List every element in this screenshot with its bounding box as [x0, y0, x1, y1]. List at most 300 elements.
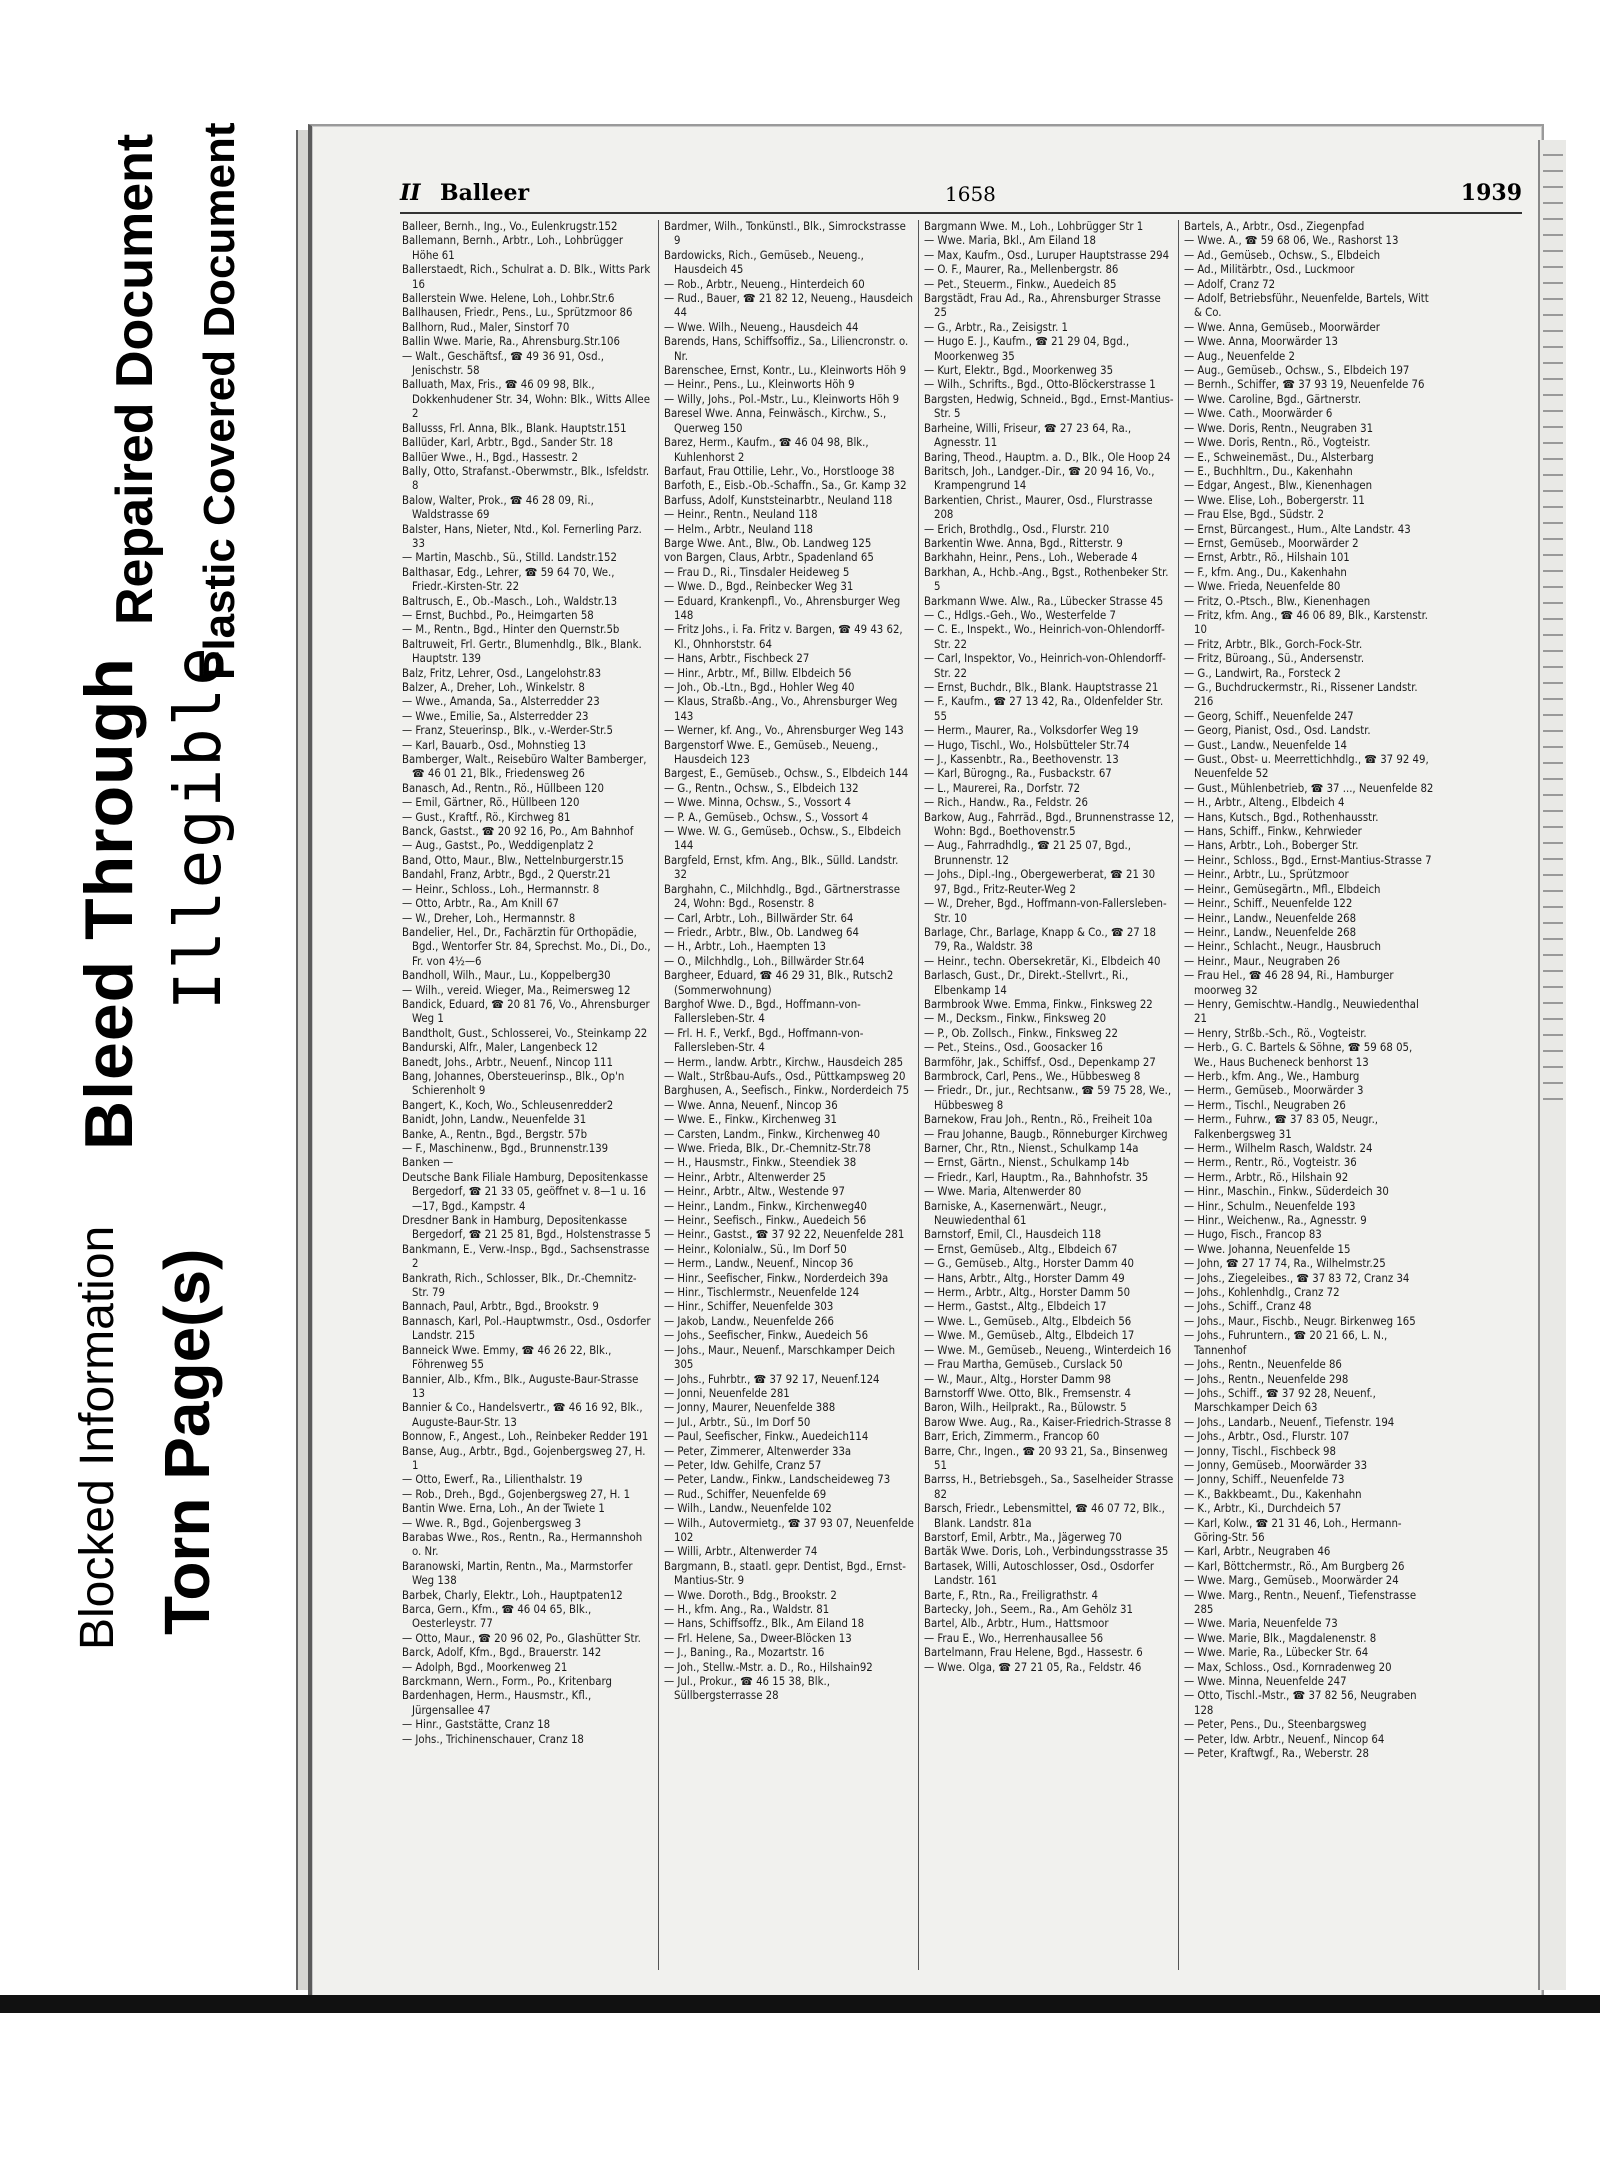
directory-entry: — Adolf, Betriebsführ., Neuenfelde, Bartels, Witt & Co. [1184, 292, 1429, 320]
directory-entry: — Willy, Johs., Pol.-Mstr., Lu., Kleinworts Höh 9 [664, 392, 900, 406]
directory-entry: Bankrath, Rich., Schlosser, Blk., Dr.-Chemnitz-Str. 79 [402, 1271, 637, 1300]
directory-entry: — Wwe. Doroth., Bdg., Brookstr. 2 [664, 1588, 837, 1602]
edge-text-line [1543, 330, 1563, 332]
directory-entry: — Herm., Rentr., Rö., Vogteistr. 36 [1184, 1156, 1357, 1170]
directory-entry: — Henry, Gemischtw.-Handlg., Neuwiedenthal 21 [1184, 997, 1419, 1026]
directory-entry: — H., Hausmstr., Finkw., Steendiek 38 [664, 1156, 857, 1170]
directory-entry: Barge Wwe. Ant., Blw., Ob. Landweg 125 [664, 536, 872, 550]
directory-entry: — Aug., Fahrradhdlg., ☎ 21 25 07, Bgd., Brunnenstr. 12 [924, 839, 1132, 867]
directory-entry: — Wwe. Elise, Loh., Bobergerstr. 11 [1184, 493, 1365, 507]
directory-entry: — Jul., Arbtr., Sü., Im Dorf 50 [664, 1415, 811, 1429]
edge-text-line [1543, 154, 1563, 156]
directory-entry: — Georg, Schiff., Neuenfelde 247 [1184, 709, 1354, 723]
directory-entry: — Hinr., Arbtr., Mf., Billw. Elbdeich 56 [664, 666, 852, 680]
directory-entry: — Heinr., Schloss., Bgd., Ernst-Mantius-Strasse 7 [1184, 853, 1432, 867]
directory-entry: — Wilh., vereid. Wieger, Ma., Reimersweg 12 [402, 983, 631, 997]
directory-entry: Bangert, K., Koch, Wo., Schleusenredder2 [402, 1098, 614, 1112]
directory-entry: Barfoth, E., Eisb.-Ob.-Schaffn., Sa., Gr. Kamp 32 [664, 479, 907, 493]
directory-entry: — Erich, Brothdlg., Osd., Flurstr. 210 [924, 522, 1110, 536]
edge-text-line [1543, 522, 1563, 524]
directory-entry: Barghof Wwe. D., Bgd., Hoffmann-von-Fallersleben-Str. 4 [664, 997, 861, 1026]
directory-entry: — Ernst, Buchdr., Blk., Blank. Hauptstrasse 21 [924, 681, 1159, 694]
directory-entry: — Ernst, Gärtn., Nienst., Schulkamp 14b [924, 1156, 1130, 1170]
directory-entry: — Johs., Rentn., Neuenfelde 298 [1184, 1372, 1349, 1386]
directory-entry: Balz, Fritz, Lehrer, Osd., Langelohstr.83 [402, 666, 602, 680]
directory-entry: Bartelmann, Frau Helene, Bgd., Hassestr. 6 [924, 1646, 1143, 1660]
directory-entry: — Fritz, Büroang., Sü., Andersenstr. [1184, 652, 1365, 666]
directory-entry: — Eduard, Krankenpfl., Vo., Ahrensburger Weg 148 [664, 594, 901, 622]
directory-entry: — Fritz, Arbtr., Blk., Gorch-Fock-Str. [1184, 637, 1363, 651]
directory-entry: — Herm., landw. Arbtr., Kirchw., Hausdeich 285 [664, 1055, 904, 1069]
directory-entry: Barfuss, Adolf, Kunststeinarbtr., Neuland 118 [664, 493, 893, 507]
edge-text-line [1543, 250, 1563, 252]
directory-entry: — Carl, Arbtr., Loh., Billwärder Str. 64 [664, 911, 854, 925]
directory-entry: — Wwe. Wilh., Neueng., Hausdeich 44 [664, 320, 859, 334]
directory-entry: — Friedr., Arbtr., Blw., Ob. Landweg 64 [664, 925, 859, 939]
directory-entry: Baring, Theod., Hauptm. a. D., Blk., Ole Hoop 24 [924, 450, 1171, 464]
page-header [400, 180, 1522, 214]
directory-entry: Banasch, Ad., Rentn., Rö., Hüllbeen 120 [402, 781, 604, 795]
directory-column-1 [402, 220, 652, 1970]
edge-text-line [1543, 490, 1563, 492]
directory-entry: — Heinr., Arbtr., Altenwerder 25 [664, 1170, 826, 1184]
directory-entry: — Jul., Prokur., ☎ 46 15 38, Blk., Süllbergsterrasse 28 [664, 1675, 830, 1703]
directory-entry: Bandtholt, Gust., Schlosserei, Vo., Steinkamp 22 [402, 1026, 648, 1040]
edge-text-line [1543, 314, 1563, 316]
directory-entry: — Bernh., Schiffer, ☎ 37 93 19, Neuenfelde 76 [1184, 378, 1425, 392]
directory-entry: — Helm., Arbtr., Neuland 118 [664, 522, 813, 536]
directory-entry: — F., Kaufm., ☎ 27 13 42, Ra., Oldenfelder Str. 55 [924, 695, 1164, 723]
directory-entry: — Wwe. Anna, Gemüseb., Moorwärder [1184, 320, 1380, 334]
directory-entry: Bartasek, Willi, Autoschlosser, Osd., Osdorfer Landstr. 161 [924, 1559, 1155, 1588]
directory-entry: — Herm., Landw., Neuenf., Nincop 36 [664, 1257, 854, 1271]
edge-text-line [1543, 458, 1563, 460]
volume-number: II [400, 180, 421, 206]
directory-entry: — Herb., kfm. Ang., We., Hamburg [1184, 1069, 1360, 1083]
directory-entry: Barnekow, Frau Joh., Rentn., Rö., Freiheit 10a [924, 1113, 1153, 1127]
edge-text-line [1543, 1018, 1563, 1020]
directory-entry: Bargfeld, Ernst, kfm. Ang., Blk., Sülld. Landstr. 32 [664, 853, 899, 882]
directory-entry: — G., Gemüseb., Altg., Horster Damm 40 [924, 1257, 1134, 1271]
directory-entry: Banke, A., Rentn., Bgd., Bergstr. 57b [402, 1127, 588, 1141]
directory-entry: — Peter, Pens., Du., Steenbargsweg [1184, 1718, 1367, 1732]
directory-entry: Bandurski, Alfr., Maler, Langenbeck 12 [402, 1041, 598, 1055]
directory-entry: — Johs., Ziegeleibes., ☎ 37 83 72, Cranz 34 [1184, 1271, 1410, 1285]
directory-entry: — Edgar, Angest., Blw., Kienenhagen [1184, 479, 1373, 493]
directory-entry: — Johs., Schiff., ☎ 37 92 28, Neuenf., Marschkamper Deich 63 [1184, 1386, 1376, 1415]
directory-entry: — J., Kassenbtr., Ra., Beethovenstr. 13 [924, 753, 1119, 767]
edge-text-line [1543, 938, 1563, 940]
directory-entry: — Ad., Gemüseb., Ochsw., S., Elbdeich [1184, 248, 1381, 262]
directory-entry: — Peter, ldw. Arbtr., Neuenf., Nincop 64 [1184, 1732, 1385, 1746]
directory-entry: Bandholl, Wilh., Maur., Lu., Koppelberg30 [402, 969, 611, 983]
directory-entry: — Johs., Trichinenschauer, Cranz 18 [402, 1732, 584, 1746]
directory-entry: Barlage, Chr., Barlage, Knapp & Co., ☎ 27 18 79, Ra., Waldstr. 38 [924, 925, 1156, 954]
directory-entry: — Wilh., Landw., Neuenfelde 102 [664, 1502, 832, 1516]
directory-entry: — Wwe. Frieda, Blk., Dr.-Chemnitz-Str.78 [664, 1142, 871, 1155]
directory-entry: — Heinr., Pens., Lu., Kleinworts Höh 9 [664, 378, 855, 392]
directory-entry: — Ernst, Bürcangest., Hum., Alte Landstr. 43 [1184, 522, 1411, 536]
edge-text-line [1543, 986, 1563, 988]
directory-entry: — E., Buchhltrn., Du., Kakenhahn [1184, 464, 1353, 478]
directory-entry: Ballüder, Karl, Arbtr., Bgd., Sander Str. 18 [402, 436, 613, 450]
directory-entry: — Wwe., Emilie, Sa., Alsterredder 23 [402, 709, 589, 723]
edge-text-line [1543, 554, 1563, 556]
directory-entry: Bartel, Alb., Arbtr., Hum., Hattsmoor [924, 1617, 1109, 1631]
directory-entry: — F., Maschinenw., Bgd., Brunnenstr.139 [402, 1142, 609, 1155]
directory-entry: — Max, Kaufm., Osd., Luruper Hauptstrasse 294 [924, 248, 1170, 262]
directory-entry: Banidt, John, Landw., Neuenfelde 31 [402, 1113, 587, 1127]
directory-entry: — Rob., Dreh., Bgd., Gojenbergsweg 27, H. 1 [402, 1487, 631, 1501]
directory-entry: Barstorf, Emil, Arbtr., Ma., Jägerweg 70 [924, 1530, 1122, 1544]
column-divider [1178, 220, 1179, 1970]
directory-column-3 [924, 220, 1174, 1970]
directory-entry: — Pet., Steuerm., Finkw., Auedeich 85 [924, 277, 1117, 291]
directory-entry: Barghusen, A., Seefisch., Finkw., Norderdeich 75 [664, 1084, 910, 1098]
directory-entry: Banken — [402, 1156, 454, 1170]
directory-entry: Ballin Wwe. Marie, Ra., Ahrensburg.Str.106 [402, 335, 620, 349]
directory-entry: Band, Otto, Maur., Blw., Nettelnburgerstr.15 [402, 853, 624, 867]
header-keyword: Balleer [440, 180, 530, 206]
directory-entry: — Wwe. Marie, Ra., Lübecker Str. 64 [1184, 1646, 1369, 1660]
directory-entry: Barabas Wwe., Ros., Rentn., Ra., Hermannshoh o. Nr. [402, 1530, 643, 1559]
directory-entry: Barrss, H., Betriebsgeh., Sa., Saselheider Strasse 82 [924, 1473, 1174, 1501]
edge-text-line [1543, 762, 1563, 764]
directory-entry: — Max, Schloss., Osd., Kornradenweg 20 [1184, 1660, 1392, 1674]
directory-entry: — Frau Hel., ☎ 46 28 94, Ri., Hamburger moorweg 32 [1184, 969, 1394, 997]
directory-entry: — Wwe. M., Gemüseb., Altg., Elbdeich 17 [924, 1329, 1135, 1343]
directory-entry: Barbek, Charly, Elektr., Loh., Hauptpaten12 [402, 1588, 623, 1602]
directory-entry: Barkmann Wwe. Alw., Ra., Lübecker Strasse 45 [924, 594, 1164, 608]
directory-entry: — Frau Martha, Gemüseb., Curslack 50 [924, 1358, 1123, 1372]
directory-entry: — Wwe. Minna, Ochsw., S., Vossort 4 [664, 796, 851, 810]
directory-entry: — Otto, Maur., ☎ 20 96 02, Po., Glashütter Str. [402, 1631, 641, 1645]
directory-entry: — C., Hdlgs.-Geh., Wo., Westerfelde 7 [924, 608, 1116, 622]
directory-entry: — Otto, Tischl.-Mstr., ☎ 37 82 56, Neugraben 128 [1184, 1689, 1417, 1717]
directory-entry: Dresdner Bank in Hamburg, Depositenkasse Bergedorf, ☎ 21 25 81, Bgd., Holstenstrasse 5 [402, 1214, 651, 1242]
directory-entry: — Herm., Gastst., Altg., Elbdeich 17 [924, 1300, 1107, 1314]
directory-entry: — Adolf, Cranz 72 [1184, 277, 1276, 291]
directory-entry: — Ernst, Gemüseb., Moorwärder 2 [1184, 536, 1359, 550]
directory-entry: — Gust., Kraftf., Rö., Kirchweg 81 [402, 810, 571, 824]
directory-entry: Barck, Adolf, Kfm., Bgd., Brauerstr. 142 [402, 1646, 602, 1660]
directory-entry: Bannach, Paul, Arbtr., Bgd., Brookstr. 9 [402, 1300, 599, 1314]
directory-entry: — Hans, Kutsch., Bgd., Rothenhausstr. [1184, 810, 1379, 824]
directory-entry: — Hugo, Tischl., Wo., Holsbütteler Str.74 [924, 738, 1130, 752]
directory-entry: Bartäk Wwe. Doris, Loh., Verbindungsstrasse 35 [924, 1545, 1169, 1559]
directory-entry: Barca, Gern., Kfm., ☎ 46 04 65, Blk., Oesterleystr. 77 [402, 1603, 592, 1631]
edge-text-line [1543, 842, 1563, 844]
directory-entry: — Karl, Böttchermstr., Rö., Am Burgberg 26 [1184, 1559, 1405, 1573]
scan-bottom-border [0, 1995, 1600, 2013]
edge-text-line [1543, 202, 1563, 204]
edge-text-line [1543, 570, 1563, 572]
directory-column-2 [664, 220, 914, 1970]
edge-text-line [1543, 186, 1563, 188]
directory-entry: — Heinr., Landw., Neuenfelde 268 [1184, 911, 1357, 925]
directory-entry: Balthasar, Edg., Lehrer, ☎ 59 64 70, We., Friedr.-Kirsten-Str. 22 [402, 565, 615, 594]
directory-entry: Bally, Otto, Strafanst.-Oberwmstr., Blk., Isfeldstr. 8 [402, 464, 650, 493]
directory-entry: — Frau E., Wo., Herrenhausallee 56 [924, 1631, 1104, 1645]
directory-entry: — Henry, Strßb.-Sch., Rö., Vogteistr. [1184, 1026, 1367, 1040]
directory-entry: — Hans, Arbtr., Loh., Boberger Str. [1184, 839, 1359, 853]
edge-text-line [1543, 474, 1563, 476]
directory-entry: Deutsche Bank Filiale Hamburg, Depositenkasse Bergedorf, ☎ 21 33 05, geöffnet v. 8—1 u. 16—17, Bgd., Kampstr. 4 [402, 1170, 648, 1213]
directory-entry: Banneick Wwe. Emmy, ☎ 46 26 22, Blk., Föhrenweg 55 [402, 1343, 612, 1372]
edge-text-line [1543, 426, 1563, 428]
directory-entry: Barow Wwe. Aug., Ra., Kaiser-Friedrich-Strasse 8 [924, 1415, 1172, 1429]
directory-entry: Barmbrook Wwe. Emma, Finkw., Finksweg 22 [924, 997, 1153, 1011]
edge-text-line [1543, 730, 1563, 732]
directory-entry: Balster, Hans, Nieter, Ntd., Kol. Fernerling Parz. 33 [402, 522, 642, 550]
edge-text-line [1543, 890, 1563, 892]
edge-text-line [1543, 298, 1563, 300]
directory-entry: — Adolph, Bgd., Moorkenweg 21 [402, 1660, 568, 1674]
directory-entry: Banck, Gastst., ☎ 20 92 16, Po., Am Bahnhof [402, 825, 634, 839]
torn-pages-label: Torn Page(s) [151, 1248, 223, 1635]
directory-entry: — Walt., Strßbau-Aufs., Osd., Püttkampsweg 20 [664, 1069, 906, 1083]
directory-entry: — Aug., Neuenfelde 2 [1184, 349, 1295, 363]
directory-entry: — Hinr., Weichenw., Ra., Agnesstr. 9 [1184, 1214, 1367, 1228]
directory-entry: — Wwe. Marg., Rentn., Neuenf., Tiefenstrasse 285 [1184, 1588, 1417, 1616]
directory-entry: Baltrusch, E., Ob.-Masch., Loh., Waldstr.13 [402, 594, 618, 608]
edge-text-line [1543, 746, 1563, 748]
edge-text-line [1543, 1082, 1563, 1084]
directory-entry: — Jonni, Neuenfelde 281 [664, 1386, 790, 1400]
directory-entry: — Heinr., Arbtr., Altw., Westende 97 [664, 1185, 845, 1199]
directory-entry: Bargenstorf Wwe. E., Gemüseb., Neueng., Hausdeich 123 [664, 738, 879, 767]
edge-text-line [1543, 1066, 1563, 1068]
directory-entry: Baron, Wilh., Heilprakt., Ra., Bülowstr. 5 [924, 1401, 1127, 1415]
directory-entry: Bonnow, F., Angest., Loh., Reinbeker Redder 191 [402, 1430, 649, 1444]
directory-entry: — M., Rentn., Bgd., Hinter den Quernstr.5b [402, 623, 620, 637]
directory-entry: Barlasch, Gust., Dr., Direkt.-Stellvrt., Ri., Elbenkamp 14 [924, 969, 1129, 997]
directory-entry: — Aug., Gemüseb., Ochsw., S., Elbdeich 197 [1184, 364, 1410, 378]
edge-text-line [1543, 1034, 1563, 1036]
edge-text-line [1543, 282, 1563, 284]
directory-entry: — Peter, Idw. Gehilfe, Cranz 57 [664, 1458, 822, 1472]
directory-entry: — Gust., Obst- u. Meerrettichhdlg., ☎ 37 92 49, Neuenfelde 52 [1184, 753, 1429, 781]
directory-entry: — J., Baning., Ra., Mozartstr. 16 [664, 1646, 825, 1660]
directory-entry: Barr, Erich, Zimmerm., Francop 60 [924, 1430, 1100, 1444]
directory-entry: Banedt, Johs., Arbtr., Neuenf., Nincop 111 [402, 1055, 613, 1069]
directory-entry: — Herm., Wilhelm Rasch, Waldstr. 24 [1184, 1142, 1373, 1155]
directory-entry: — Aug., Gastst., Po., Weddigenplatz 2 [402, 839, 594, 853]
directory-entry: Bargstädt, Frau Ad., Ra., Ahrensburger Strasse 25 [924, 292, 1161, 320]
directory-entry: — Gust., Mühlenbetrieb, ☎ 37 ..., Neuenfelde 82 [1184, 781, 1434, 795]
directory-entry: — Heinr., Gemüsegärtn., Mfl., Elbdeich [1184, 882, 1381, 896]
edge-text-line [1543, 698, 1563, 700]
directory-entry: — Wwe. Johanna, Neuenfelde 15 [1184, 1242, 1351, 1256]
edge-text-line [1543, 1002, 1563, 1004]
directory-entry: — Rob., Arbtr., Neueng., Hinterdeich 60 [664, 277, 865, 291]
directory-entry: — Herm., Arbtr., Rö., Hilshain 92 [1184, 1170, 1349, 1184]
repaired-document-label: Repaired Document [106, 133, 164, 625]
edge-text-line [1543, 858, 1563, 860]
directory-entry: Ballüer Wwe., H., Bgd., Hassestr. 2 [402, 450, 578, 464]
directory-entry: Bantin Wwe. Erna, Loh., An der Twiete 1 [402, 1502, 605, 1516]
directory-entry: — Wwe. Marie, Blk., Magdalenenstr. 8 [1184, 1631, 1377, 1645]
directory-entry: — Heinr., Kolonialw., Sü., Im Dorf 50 [664, 1242, 847, 1256]
directory-entry: — Peter, Kraftwgf., Ra., Weberstr. 28 [1184, 1747, 1369, 1761]
directory-entry: — Carl, Inspektor, Vo., Heinrich-von-Ohlendorff-Str. 22 [924, 652, 1166, 680]
directory-entry: — Otto, Ewerf., Ra., Lilienthalstr. 19 [402, 1473, 583, 1487]
directory-entry: — Hans, Arbtr., Altg., Horster Damm 49 [924, 1271, 1125, 1285]
directory-entry: Bandahl, Franz, Arbtr., Bgd., 2 Querstr.21 [402, 868, 611, 882]
directory-entry: — Heinr., Landm., Finkw., Kirchenweg40 [664, 1199, 867, 1213]
directory-entry: Bardmer, Wilh., Tonkünstl., Blk., Simrockstrasse 9 [664, 220, 906, 248]
edge-text-line [1543, 618, 1563, 620]
directory-entry: — Johs., Schiff., Cranz 48 [1184, 1300, 1312, 1314]
directory-entry: Barends, Hans, Schiffsoffiz., Sa., Liliencronstr. o. Nr. [664, 335, 909, 363]
directory-entry: — W., Dreher, Bgd., Hoffmann-von-Fallersleben-Str. 10 [924, 897, 1167, 925]
directory-entry: Barghahn, C., Milchhdlg., Bgd., Gärtnerstrasse 24, Wohn: Bgd., Rosenstr. 8 [664, 882, 900, 911]
directory-entry: — Werner, kf. Ang., Vo., Ahrensburger Weg 143 [664, 724, 904, 738]
directory-entry: — Karl, Bauarb., Osd., Mohnstieg 13 [402, 738, 586, 752]
edge-text-line [1543, 970, 1563, 972]
directory-entry: — Wwe. Doris, Rentn., Rö., Vogteistr. [1184, 436, 1371, 450]
directory-entry: — Ernst, Arbtr., Rö., Hilshain 101 [1184, 551, 1350, 565]
directory-entry: — Jakob, Landw., Neuenfelde 266 [664, 1314, 834, 1328]
directory-entry: — Peter, Landw., Finkw., Landscheideweg 73 [664, 1473, 891, 1487]
directory-entry: — Johs., Maur., Neuenf., Marschkamper Deich 305 [664, 1343, 896, 1372]
directory-entry: — Hinr., Gaststätte, Cranz 18 [402, 1718, 551, 1732]
directory-entry: — Johs., Maur., Fischb., Neugr. Birkenweg 165 [1184, 1314, 1416, 1328]
directory-entry: — Herm., Arbtr., Altg., Horster Damm 50 [924, 1286, 1131, 1300]
directory-entry: — Emil, Gärtner, Rö., Hüllbeen 120 [402, 796, 580, 810]
directory-entry: — M., Decksm., Finkw., Finksweg 20 [924, 1012, 1107, 1026]
directory-entry: — Johs., Dipl.-Ing., Obergewerberat, ☎ 21 30 97, Bgd., Fritz-Reuter-Weg 2 [924, 868, 1156, 896]
directory-entry: Barnstorf, Emil, Cl., Hausdeich 118 [924, 1228, 1102, 1242]
edge-text-line [1543, 538, 1563, 540]
directory-entry: — Jonny, Tischl., Fischbeck 98 [1184, 1444, 1336, 1458]
directory-entry: — Heinr., Seefisch., Finkw., Auedeich 56 [664, 1214, 867, 1228]
directory-entry: — Peter, Zimmerer, Altenwerder 33a [664, 1444, 852, 1458]
directory-entry: — Wwe. Doris, Rentn., Neugraben 31 [1184, 421, 1374, 435]
directory-entry: Bardenhagen, Herm., Hausmstr., Kfl., Jürgensallee 47 [402, 1689, 592, 1717]
directory-entry: — L., Maurerei, Ra., Dorfstr. 72 [924, 781, 1081, 795]
directory-entry: — Wwe. Marg., Gemüseb., Moorwärder 24 [1184, 1574, 1399, 1588]
directory-entry: — Jonny, Schiff., Neuenfelde 73 [1184, 1473, 1345, 1487]
directory-entry: Baltruweit, Frl. Gertr., Blumenhdlg., Blk., Blank. Hauptstr. 139 [402, 637, 642, 666]
directory-entry: — Heinr., Schiff., Neuenfelde 122 [1184, 897, 1353, 911]
illegible-label: Illegible [162, 645, 236, 1010]
directory-entry: — F., kfm. Ang., Du., Kakenhahn [1184, 565, 1347, 579]
directory-entry: Baranowski, Martin, Rentn., Ma., Marmstorfer Weg 138 [402, 1559, 633, 1588]
directory-entry: — Karl, Arbtr., Neugraben 46 [1184, 1545, 1331, 1559]
directory-entry: — Klaus, Straßb.-Ang., Vo., Ahrensburger Weg 143 [664, 695, 898, 723]
directory-entry: Bargmann, B., staatl. gepr. Dentist, Bgd., Ernst-Mantius-Str. 9 [664, 1559, 906, 1588]
directory-entry: Bandick, Eduard, ☎ 20 81 76, Vo., Ahrensburger Weg 1 [402, 997, 650, 1026]
directory-entry: Bardowicks, Rich., Gemüseb., Neueng., Hausdeich 45 [664, 248, 864, 277]
directory-entry: Barfaut, Frau Ottilie, Lehr., Vo., Horstlooge 38 [664, 464, 895, 478]
directory-entry: Bannier & Co., Handelsvertr., ☎ 46 16 92, Blk., Auguste-Baur-Str. 13 [402, 1401, 643, 1429]
directory-entry: — Kurt, Elektr., Bgd., Moorkenweg 35 [924, 364, 1114, 378]
directory-entry: Bandelier, Hel., Dr., Fachärztin für Orthopädie, Bgd., Wentorfer Str. 84, Sprechst. Mo., Di., Do., Fr. von 4½—6 [402, 925, 651, 968]
directory-entry: — Wwe. Olga, ☎ 27 21 05, Ra., Feldstr. 46 [924, 1660, 1142, 1674]
column-divider [918, 220, 919, 1970]
directory-entry: Barkentin Wwe. Anna, Bgd., Ritterstr. 9 [924, 536, 1123, 550]
directory-entry: Ballusss, Frl. Anna, Blk., Blank. Hauptstr.151 [402, 421, 627, 435]
directory-entry: — Hans, Arbtr., Fischbeck 27 [664, 652, 810, 666]
directory-entry: Barniske, A., Kasernenwärt., Neugr., Neuwiedenthal 61 [924, 1199, 1107, 1228]
edge-text-line [1543, 666, 1563, 668]
directory-entry: Baresel Wwe. Anna, Feinwäsch., Kirchw., S., Querweg 150 [664, 407, 887, 435]
directory-entry: Bannasch, Karl, Pol.-Hauptwmstr., Osd., Osdorfer Landstr. 215 [402, 1314, 651, 1343]
directory-entry: — Wwe. Caroline, Bgd., Gärtnerstr. [1184, 392, 1362, 406]
directory-entry: — K., Arbtr., Ki., Durchdeich 57 [1184, 1502, 1342, 1516]
edge-text-line [1543, 394, 1563, 396]
directory-entry: Barnstorff Wwe. Otto, Blk., Fremsenstr. 4 [924, 1386, 1132, 1400]
directory-entry: — Walt., Geschäftsf., ☎ 49 36 91, Osd., Jenischstr. 58 [402, 349, 604, 378]
directory-entry: — Wwe., Amanda, Sa., Alsterredder 23 [402, 695, 600, 709]
directory-entry: — Paul, Seefischer, Finkw., Auedeich114 [664, 1430, 869, 1444]
directory-entry: — Herm., Gemüseb., Moorwärder 3 [1184, 1084, 1364, 1098]
directory-entry: Ballhausen, Friedr., Pens., Lu., Sprützmoor 86 [402, 306, 633, 320]
directory-entry: — Georg, Pianist, Osd., Osd. Landstr. [1184, 724, 1371, 738]
edge-text-line [1543, 506, 1563, 508]
directory-entry: — Friedr., Karl, Hauptm., Ra., Bahnhofstr. 35 [924, 1170, 1149, 1184]
directory-entry: — Karl, Bürogng., Ra., Fusbackstr. 67 [924, 767, 1112, 781]
directory-entry: — G., Rentn., Ochsw., S., Elbdeich 132 [664, 781, 859, 795]
directory-entry: — H., Arbtr., Loh., Haempten 13 [664, 940, 827, 954]
directory-entry: Barmbrock, Carl, Pens., We., Hübbesweg 8 [924, 1069, 1141, 1083]
directory-entry: — Herb., G. C. Bartels & Söhne, ☎ 59 68 05, We., Haus Bucheneck benhorst 13 [1184, 1041, 1413, 1069]
directory-entry: Balleer, Bernh., Ing., Vo., Eulenkrugstr.152 [402, 220, 618, 233]
directory-entry: — K., Bakkbeamt., Du., Kakenhahn [1184, 1487, 1362, 1501]
directory-entry: — Martin, Maschb., Sü., Stilld. Landstr.152 [402, 551, 617, 565]
directory-entry: — Johs., Seefischer, Finkw., Auedeich 56 [664, 1329, 869, 1343]
directory-entry: Barckmann, Wern., Form., Po., Kritenbarg [402, 1675, 612, 1689]
directory-entry: — P., Ob. Zollsch., Finkw., Finksweg 22 [924, 1026, 1118, 1040]
edge-text-line [1543, 794, 1563, 796]
edge-text-line [1543, 634, 1563, 636]
edge-text-line [1543, 906, 1563, 908]
scanned-page [308, 124, 1544, 1998]
blocked-information-label: Blocked Information [71, 1225, 124, 1650]
directory-entry: — Wwe. Cath., Moorwärder 6 [1184, 407, 1333, 421]
directory-entry: Baritsch, Joh., Landger.-Dir., ☎ 20 94 16, Vo., Krampengrund 14 [924, 464, 1155, 493]
edge-text-line [1543, 650, 1563, 652]
directory-entry: — Joh., Ob.-Ltn., Bgd., Hohler Weg 40 [664, 681, 855, 694]
directory-entry: Bargsten, Hedwig, Schneid., Bgd., Ernst-Mantius-Str. 5 [924, 392, 1174, 421]
directory-entry: — Johs., Rentn., Neuenfelde 86 [1184, 1358, 1342, 1372]
directory-entry: — Wilh., Schrifts., Bgd., Otto-Blöckerstrasse 1 [924, 378, 1156, 392]
edge-text-line [1543, 602, 1563, 604]
page-number: 1658 [945, 182, 996, 206]
directory-entry: — Frl. H. F., Verkf., Bgd., Hoffmann-von-Fallersleben-Str. 4 [664, 1026, 864, 1055]
directory-entry: — Gust., Landw., Neuenfelde 14 [1184, 738, 1347, 752]
directory-entry: — Hugo, Fisch., Francop 83 [1184, 1228, 1322, 1242]
directory-entry: — Franz, Steuerinsp., Blk., v.-Werder-Str.5 [402, 724, 613, 738]
directory-entry: von Bargen, Claus, Arbtr., Spadenland 65 [664, 551, 874, 565]
edge-text-line [1543, 346, 1563, 348]
directory-entry: — W., Maur., Altg., Horster Damm 98 [924, 1372, 1111, 1386]
directory-entry: — Fritz, O.-Ptsch., Blw., Kienenhagen [1184, 594, 1371, 608]
directory-entry: — Wwe. Minna, Neuenfelde 247 [1184, 1675, 1347, 1689]
edge-text-line [1543, 378, 1563, 380]
directory-entry: — Johs., Fuhruntern., ☎ 20 21 66, L. N., Tannenhof [1184, 1329, 1388, 1357]
directory-entry: — Hinr., Schiffer, Neuenfelde 303 [664, 1300, 834, 1314]
header-rule [400, 212, 1522, 214]
directory-entry: Banse, Aug., Arbtr., Bgd., Gojenbergsweg 27, H. 1 [402, 1444, 646, 1472]
directory-entry: — Heinr., Schloss., Loh., Hermannstr. 8 [402, 882, 600, 896]
directory-entry: — Ernst, Buchbd., Po., Heimgarten 58 [402, 608, 594, 622]
directory-entry: — Wwe. W. G., Gemüseb., Ochsw., S., Elbdeich 144 [664, 825, 902, 853]
edge-text-line [1543, 586, 1563, 588]
edge-text-line [1543, 362, 1563, 364]
directory-entry: — Wwe. R., Bgd., Gojenbergsweg 3 [402, 1516, 582, 1530]
